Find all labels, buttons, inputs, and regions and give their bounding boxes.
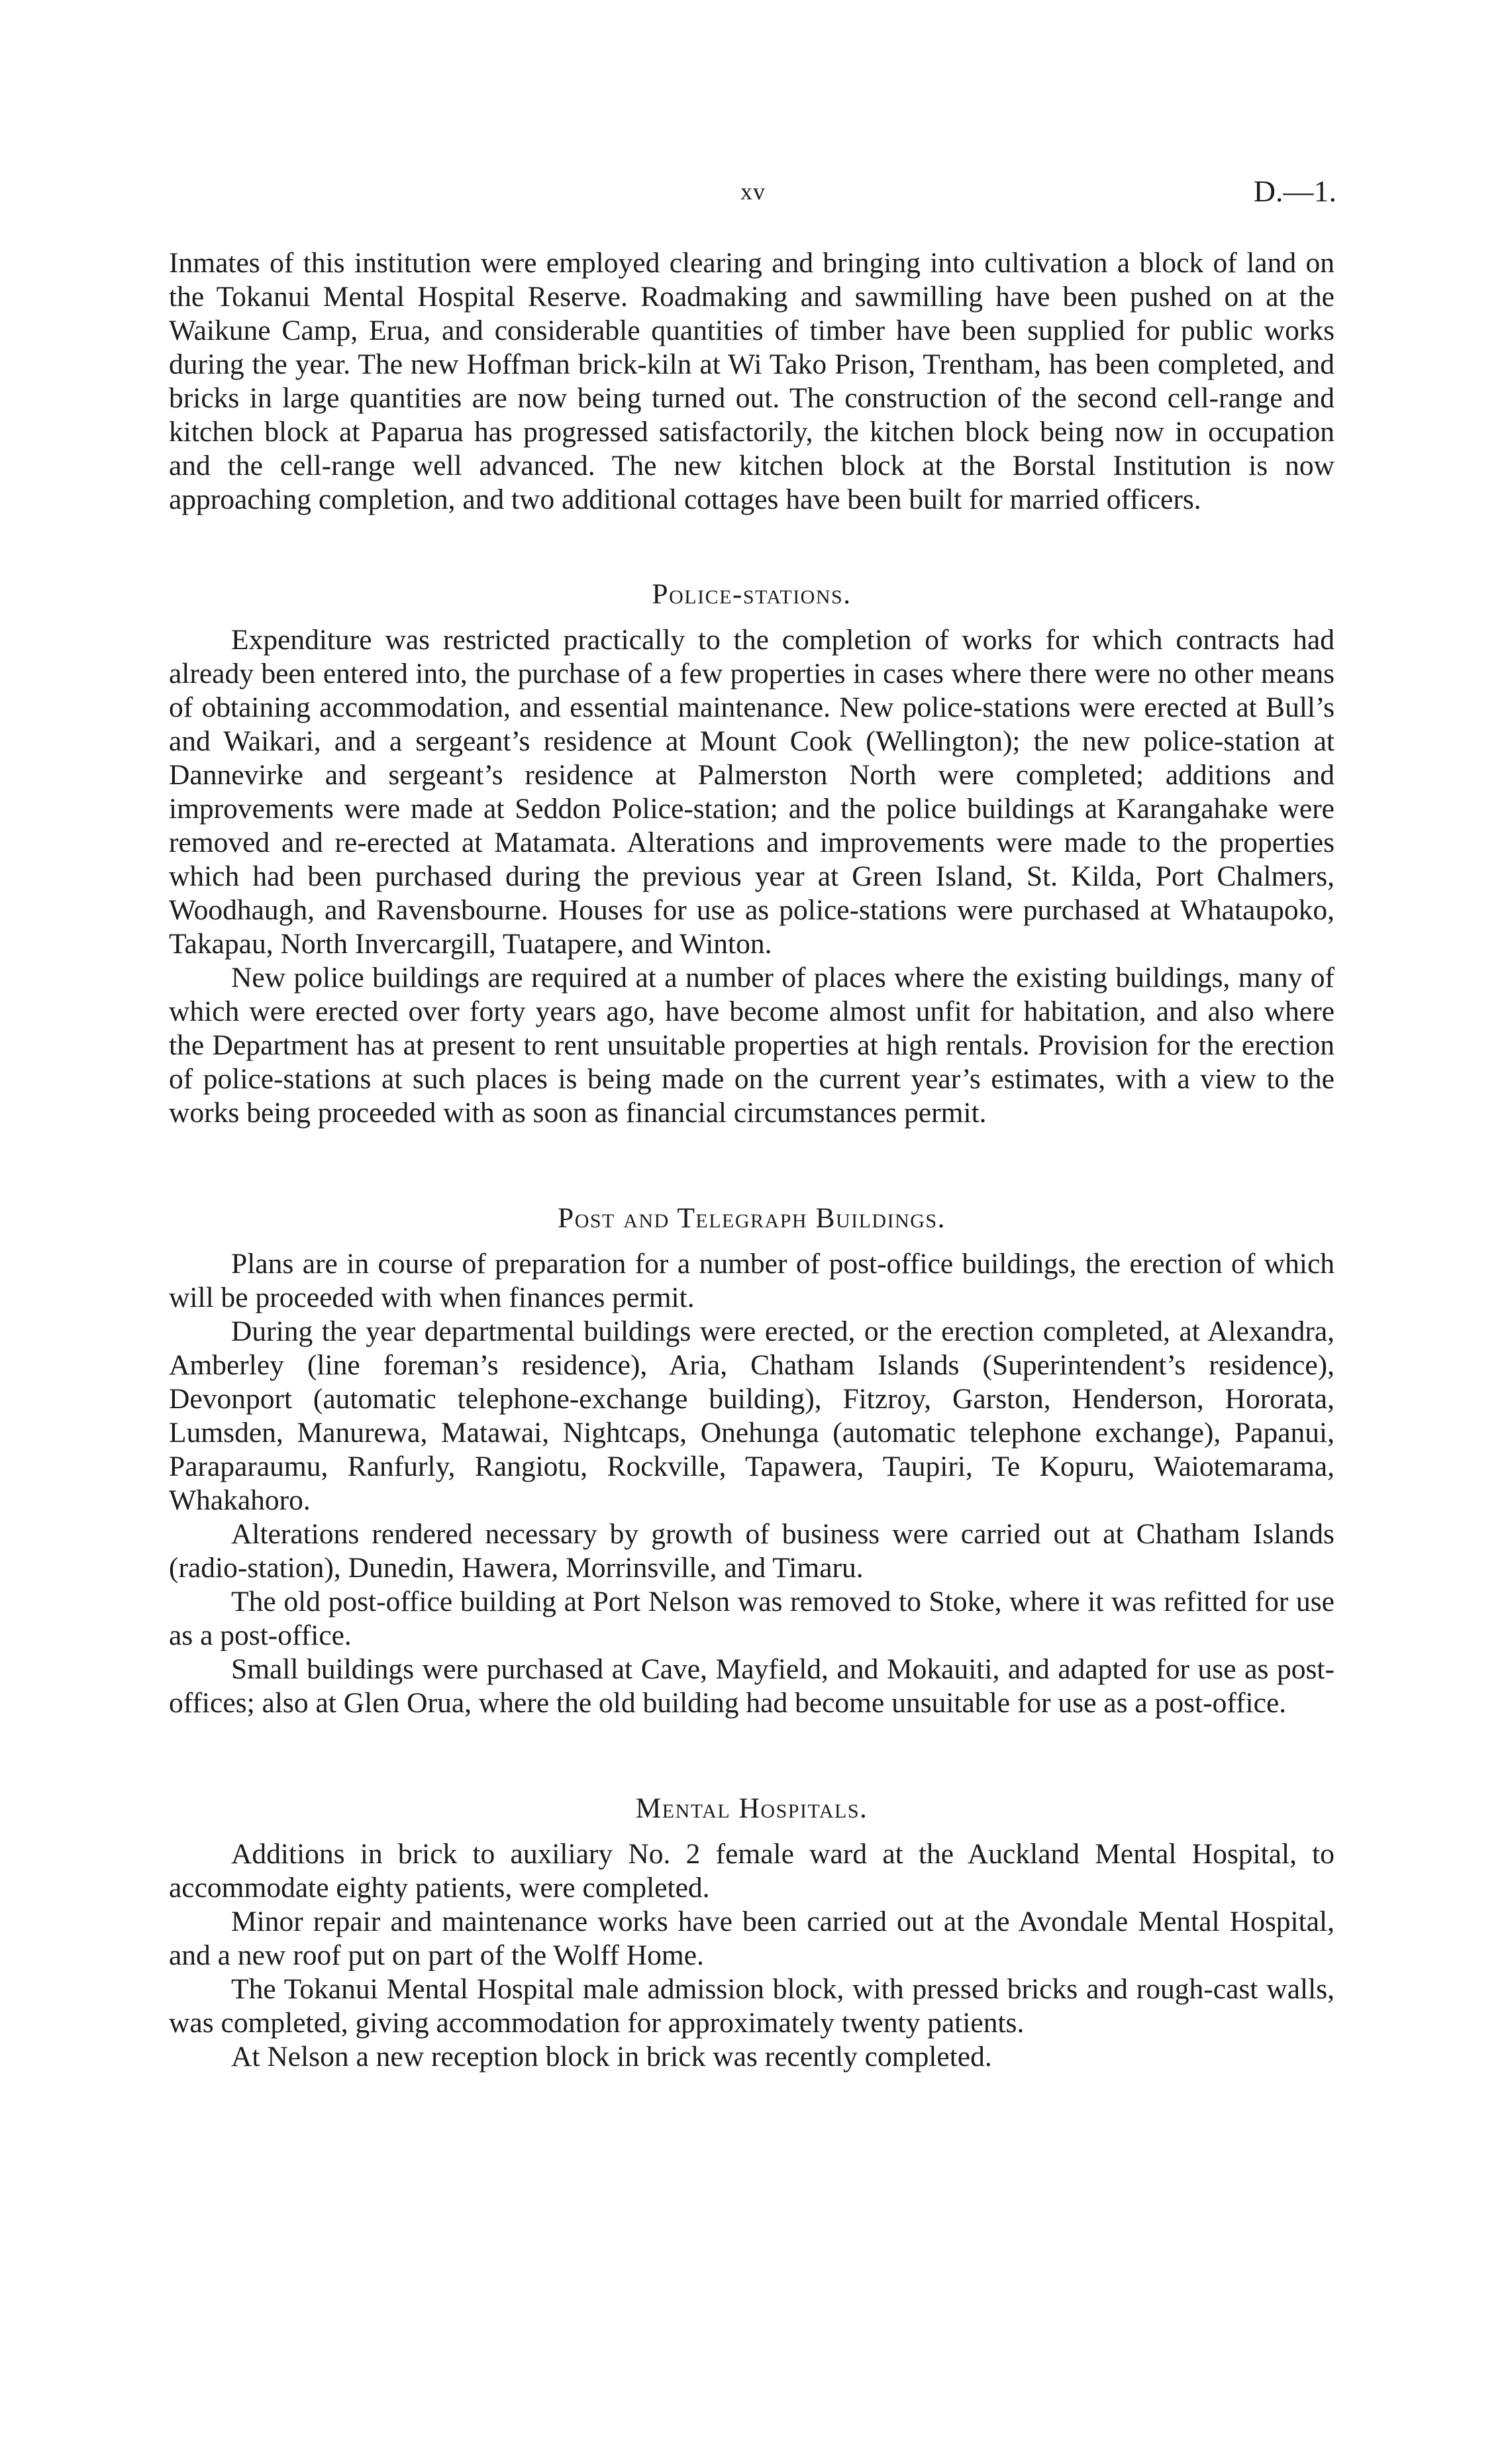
paragraph: New police buildings are required at a number of places where the existing buildings, many of which were erected over forty years ago, have become almost unfit for habitation, and also where the Department has at present to rent unsuitable properties at high rentals. Provision for the erection of police-stations at such places is being made on the current year’s estimates, with a view to the works being proceeded with as soon as financial circumstances permit. (169, 962, 1334, 1129)
paragraph: Additions in brick to auxiliary No. 2 female ward at the Auckland Mental Hospital, to accommodate eighty patients, were completed. (169, 1838, 1334, 1904)
paragraph: The old post-office building at Port Nelson was removed to Stoke, where it was refitted for use as a post-office. (169, 1586, 1334, 1651)
paragraph: Minor repair and maintenance works have been carried out at the Avondale Mental Hospital, and a new roof put on part of the Wolff Home. (169, 1906, 1334, 1971)
section-heading-post-and-telegraph: Post and Telegraph Buildings. (558, 1202, 946, 1234)
page-number: xv (740, 178, 766, 205)
paragraph: Small buildings were purchased at Cave, Mayfield, and Mokauiti, and adapted for use as post-offices; also at Glen Orua, where the old building had become unsuitable for use as a post-office. (169, 1653, 1334, 1719)
paragraph: During the year departmental buildings were erected, or the erection completed, at Alexandra, Amberley (line foreman’s residence), Aria, Chatham Islands (Superintendent’s residence), Devonport (automatic telephone-exchange building), Fitzroy, Garston, Henderson, Hororata, Lumsden, Manurewa, Matawai, Nightcaps, Onehunga (automatic telephone exchange), Papanui, Paraparaumu, Ranfurly, Rangiotu, Rockville, Tapawera, Taupiri, Te Kopuru, Waiotemarama, Whakahoro. (169, 1315, 1334, 1516)
section-heading-mental-hospitals: Mental Hospitals. (635, 1792, 868, 1824)
paragraph: Plans are in course of preparation for a number of post-office buildings, the erection of which will be proceeded with when finances permit. (169, 1248, 1334, 1313)
paragraph: At Nelson a new reception block in brick was recently completed. (231, 2041, 992, 2073)
document-reference: D.—1. (1253, 174, 1336, 208)
paragraph: The Tokanui Mental Hospital male admission block, with pressed bricks and rough-cast walls, was completed, giving accommodation for approximately twenty patients. (169, 1973, 1334, 2039)
page-body (169, 246, 1334, 2074)
section-heading-police-stations: Police-stations. (652, 578, 852, 610)
paragraph: Alterations rendered necessary by growth of business were carried out at Chatham Islands (radio-station), Dunedin, Hawera, Morrinsville, and Timaru. (169, 1518, 1334, 1584)
paragraph: Expenditure was restricted practically to the completion of works for which contracts had already been entered into, the purchase of a few properties in cases where there were no other means of obtaining accommodation, and essential maintenance. New police-stations were erected at Bull’s and Waikari, and a sergeant’s residence at Mount Cook (Wellington); the new police-station at Dannevirke and sergeant’s residence at Palmerston North were completed; additions and improvements were made at Seddon Police-station; and the police buildings at Karangahake were removed and re-erected at Matamata. Alterations and improvements were made to the properties which had been purchased during the previous year at Green Island, St. Kilda, Port Chalmers, Woodhaugh, and Ravensbourne. Houses for use as police-stations were purchased at Whataupoko, Takapau, North Invercargill, Tuatapere, and Winton. (169, 624, 1334, 960)
intro-paragraph: Inmates of this institution were employed clearing and bringing into cultivation a block of land on the Tokanui Mental Hospital Reserve. Roadmaking and sawmilling have been pushed on at the Waikune Camp, Erua, and considerable quantities of timber have been supplied for public works during the year. The new Hoffman brick-kiln at Wi Tako Prison, Trentham, has been completed, and bricks in large quantities are now being turned out. The construction of the second cell-range and kitchen block at Paparua has progressed satisfactorily, the kitchen block being now in occupation and the cell-range well advanced. The new kitchen block at the Borstal Institution is now approaching completion, and two additional cottages have been built for married officers. (169, 247, 1334, 515)
